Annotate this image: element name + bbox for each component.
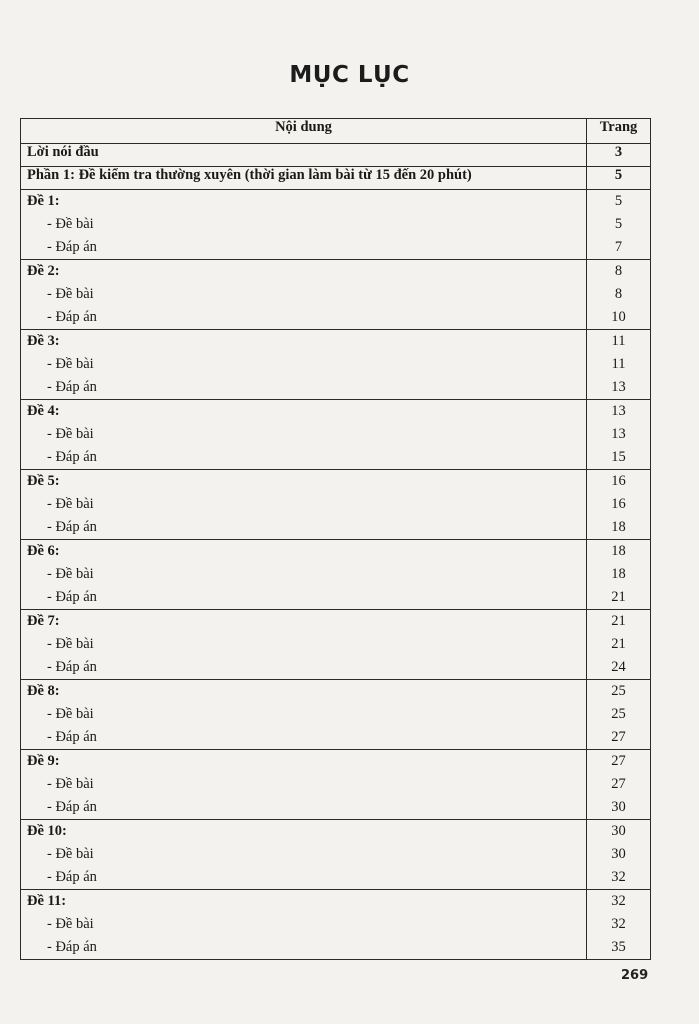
- de-page: 25: [611, 683, 626, 699]
- dap-an-page: 15: [611, 449, 626, 465]
- de-page-cell: [587, 190, 651, 260]
- de-bai-page: 11: [611, 356, 626, 372]
- de-label: Đề 3:: [27, 333, 60, 349]
- de-label: Đề 4:: [27, 403, 60, 419]
- de-content-cell: [21, 190, 587, 260]
- de-page-cell: [587, 610, 651, 680]
- toc-row-de: [21, 610, 651, 680]
- de-label: Đề 5:: [27, 473, 60, 489]
- dap-an-page: 21: [611, 589, 626, 605]
- dap-an-label: - Đáp án: [47, 449, 97, 465]
- de-page-cell: [587, 750, 651, 820]
- dap-an-page: 13: [611, 379, 626, 395]
- de-bai-page: 27: [611, 776, 626, 792]
- de-content-cell: [21, 540, 587, 610]
- dap-an-page: 24: [611, 659, 626, 675]
- toc-row-de: [21, 330, 651, 400]
- toc-row-de: [21, 680, 651, 750]
- toc-table: [20, 118, 651, 960]
- toc-row-de: [21, 470, 651, 540]
- toc-row-de: [21, 190, 651, 260]
- de-page-cell: [587, 680, 651, 750]
- header-page: Trang: [587, 119, 651, 144]
- dap-an-page: 32: [611, 869, 626, 885]
- de-bai-page: 16: [611, 496, 626, 512]
- part1-label: Phần 1: Đề kiểm tra thường xuyên (thời gian làm bài từ 15 đến 20 phút): [21, 167, 587, 190]
- de-content-cell: [21, 820, 587, 890]
- de-content-cell: [21, 260, 587, 330]
- header-content: Nội dung: [21, 119, 587, 144]
- de-bai-page: 5: [614, 216, 623, 232]
- de-page: 11: [611, 333, 626, 349]
- de-bai-page: 13: [611, 426, 626, 442]
- de-label: Đề 7:: [27, 613, 60, 629]
- de-page: 5: [614, 193, 623, 209]
- de-content-cell: [21, 680, 587, 750]
- part1-page: 5: [587, 167, 651, 190]
- de-content-cell: [21, 890, 587, 960]
- de-page: 16: [611, 473, 626, 489]
- de-bai-label: - Đề bài: [47, 776, 94, 792]
- de-content-cell: [21, 400, 587, 470]
- de-label: Đề 10:: [27, 823, 67, 839]
- toc-row-de: [21, 890, 651, 960]
- de-label: Đề 2:: [27, 263, 60, 279]
- toc-row-part1: [21, 167, 651, 190]
- de-bai-label: - Đề bài: [47, 286, 94, 302]
- toc-row-de: [21, 820, 651, 890]
- dap-an-label: - Đáp án: [47, 869, 97, 885]
- dap-an-label: - Đáp án: [47, 379, 97, 395]
- de-label: Đề 6:: [27, 543, 60, 559]
- de-page-cell: [587, 470, 651, 540]
- dap-an-label: - Đáp án: [47, 309, 97, 325]
- de-label: Đề 11:: [27, 893, 67, 909]
- toc-row-intro: [21, 144, 651, 167]
- de-bai-label: - Đề bài: [47, 566, 94, 582]
- de-bai-page: 18: [611, 566, 626, 582]
- de-bai-label: - Đề bài: [47, 216, 94, 232]
- de-page-cell: [587, 260, 651, 330]
- toc-row-de: [21, 260, 651, 330]
- de-bai-label: - Đề bài: [47, 356, 94, 372]
- dap-an-page: 7: [614, 239, 623, 255]
- toc-header-row: [21, 119, 651, 144]
- de-label: Đề 1:: [27, 193, 60, 209]
- de-bai-page: 21: [611, 636, 626, 652]
- de-content-cell: [21, 610, 587, 680]
- dap-an-page: 27: [611, 729, 626, 745]
- de-label: Đề 8:: [27, 683, 60, 699]
- de-bai-label: - Đề bài: [47, 496, 94, 512]
- dap-an-page: 30: [611, 799, 626, 815]
- de-bai-page: 25: [611, 706, 626, 722]
- de-page: 21: [611, 613, 626, 629]
- dap-an-page: 18: [611, 519, 626, 535]
- de-page: 27: [611, 753, 626, 769]
- intro-page: 3: [587, 144, 651, 167]
- toc-row-de: [21, 540, 651, 610]
- de-content-cell: [21, 330, 587, 400]
- de-bai-label: - Đề bài: [47, 916, 94, 932]
- toc-row-de: [21, 400, 651, 470]
- de-page: 32: [611, 893, 626, 909]
- de-page: 8: [614, 263, 623, 279]
- de-page: 13: [611, 403, 626, 419]
- dap-an-label: - Đáp án: [47, 939, 97, 955]
- intro-label: Lời nói đầu: [21, 144, 587, 167]
- dap-an-page: 10: [611, 309, 626, 325]
- de-bai-page: 8: [614, 286, 623, 302]
- dap-an-label: - Đáp án: [47, 239, 97, 255]
- dap-an-label: - Đáp án: [47, 729, 97, 745]
- de-bai-label: - Đề bài: [47, 426, 94, 442]
- page-title: MỤC LỤC: [289, 62, 410, 88]
- de-bai-label: - Đề bài: [47, 706, 94, 722]
- de-page-cell: [587, 330, 651, 400]
- page-number: 269: [621, 968, 649, 983]
- de-page: 18: [611, 543, 626, 559]
- dap-an-label: - Đáp án: [47, 589, 97, 605]
- de-content-cell: [21, 470, 587, 540]
- de-bai-label: - Đề bài: [47, 636, 94, 652]
- toc-row-de: [21, 750, 651, 820]
- de-page-cell: [587, 890, 651, 960]
- dap-an-label: - Đáp án: [47, 519, 97, 535]
- dap-an-label: - Đáp án: [47, 659, 97, 675]
- de-page: 30: [611, 823, 626, 839]
- de-content-cell: [21, 750, 587, 820]
- de-bai-page: 32: [611, 916, 626, 932]
- de-label: Đề 9:: [27, 753, 60, 769]
- de-bai-page: 30: [611, 846, 626, 862]
- dap-an-label: - Đáp án: [47, 799, 97, 815]
- de-page-cell: [587, 540, 651, 610]
- de-bai-label: - Đề bài: [47, 846, 94, 862]
- de-page-cell: [587, 820, 651, 890]
- de-page-cell: [587, 400, 651, 470]
- dap-an-page: 35: [611, 939, 626, 955]
